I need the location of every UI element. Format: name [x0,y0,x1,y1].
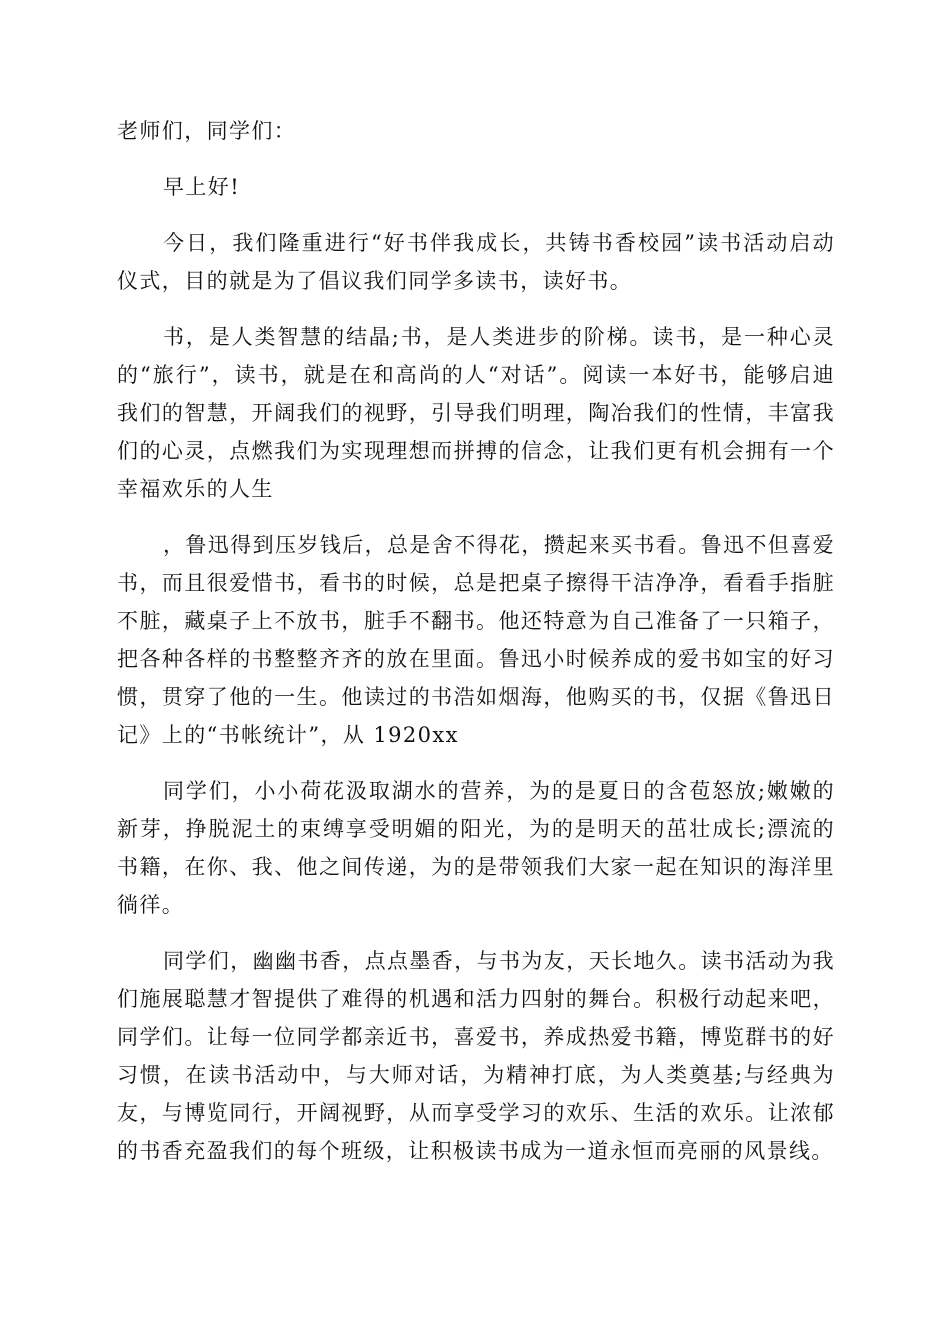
document-body [117,112,835,1188]
paragraph-opening: 今日，我们隆重进行“好书伴我成长，共铸书香校园”读书活动启动仪式，目的就是为了倡议我们同学多读书，读好书。 [117,231,835,293]
paragraph-lu-xun: ，鲁迅得到压岁钱后，总是舍不得花，攒起来买书看。鲁迅不但喜爱书，而且很爱惜书，看书的时候，总是把桌子擦得干洁净净，看看手指脏不脏，藏桌子上不放书，脏手不翻书。他还特意为自己准备了一只箱子，把各种各样的书整整齐齐的放在里面。鲁迅小时候养成的爱书如宝的好习惯，贯穿了他的一生。他读过的书浩如烟海，他购买的书，仅据《鲁迅日记》上的“书帐统计”，从 1920xx [117,533,835,747]
paragraph-books-wisdom: 书，是人类智慧的结晶;书，是人类进步的阶梯。读书，是一种心灵的“旅行”，读书，就是在和高尚的人“对话”。阅读一本好书，能够启迪我们的智慧，开阔我们的视野，引导我们明理，陶冶我们的性情，丰富我们的心灵，点燃我们为实现理想而拼搏的信念，让我们更有机会拥有一个幸福欢乐的人生 [117,325,835,501]
salutation: 老师们，同学们： [117,119,297,143]
greeting: 早上好! [163,175,241,199]
paragraph-lotus: 同学们，小小荷花汲取湖水的营养，为的是夏日的含苞怒放;嫩嫩的新芽，挣脱泥土的束缚享受明媚的阳光，为的是明天的茁壮成长;漂流的书籍，在你、我、他之间传递，为的是带领我们大家一起在知识的海洋里徜徉。 [117,779,835,917]
paragraph-closing: 同学们，幽幽书香，点点墨香，与书为友，天长地久。读书活动为我们施展聪慧才智提供了难得的机遇和活力四射的舞台。积极行动起来吧，同学们。让每一位同学都亲近书，喜爱书，养成热爱书籍，博览群书的好习惯，在读书活动中，与大师对话，为精神打底，为人类奠基;与经典为友，与博览同行，开阔视野，从而享受学习的欢乐、生活的欢乐。让浓郁的书香充盈我们的每个班级，让积极读书成为一道永恒而亮丽的风景线。 [117,949,835,1163]
